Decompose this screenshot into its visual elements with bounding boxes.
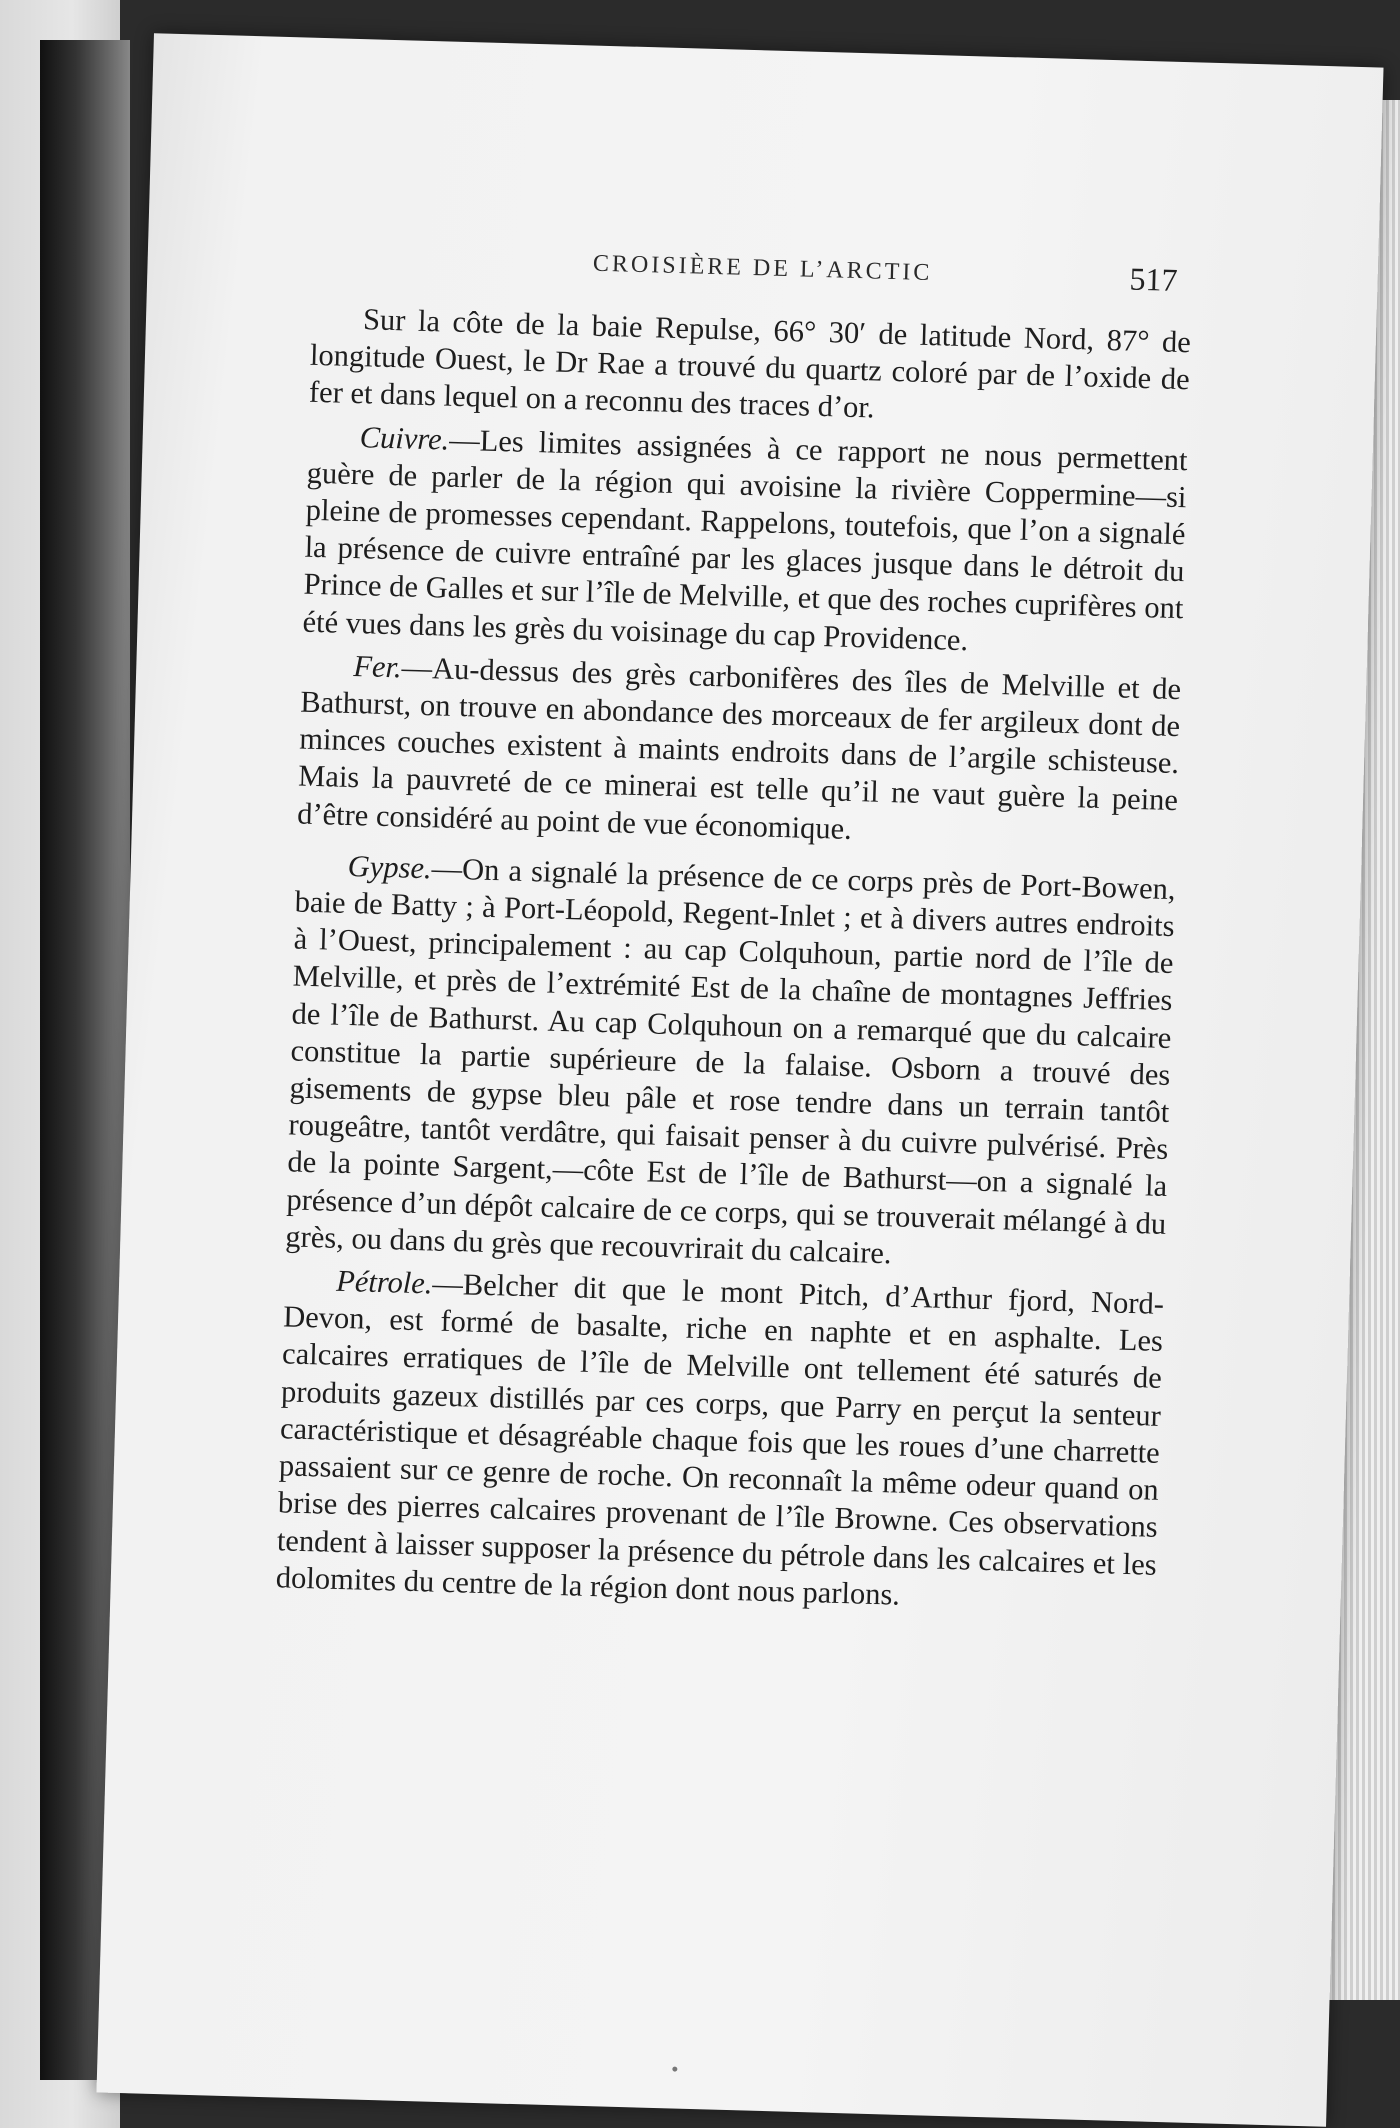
paragraph-lead: Gypse.	[347, 848, 433, 886]
ink-speck	[672, 2066, 677, 2071]
paragraph-lead: Cuivre.	[359, 419, 450, 457]
paragraph-gold	[309, 300, 1192, 436]
paragraph-lead: Pétrole.	[335, 1263, 433, 1301]
paragraph-petrole	[275, 1261, 1164, 1620]
paragraph-text: —Les limites assignées à ce rapport ne nous permettent guère de parler de la région qui avoisine la rivière Coppermine—si pleine de promesses cependant. Rappelons, toutefois, que l’on a signalé la présence de cuivre entraîné par les glaces jusque dans le détroit du Prince de Galles et sur l’île de Melville, et que des roches cuprifères ont été vues dans les grès du voisinage du cap Providence.	[302, 422, 1188, 657]
paragraph-fer	[297, 646, 1182, 857]
body-text	[275, 300, 1191, 1627]
paragraph-cuivre	[302, 417, 1188, 665]
book-page	[96, 33, 1383, 2127]
paragraph-text: —Au-dessus des grès carbonifères des îles de Melville et de Bathurst, on trouve en abondance des morceaux de fer argileux dont de minces couches existent à maints endroits dans de l’argile schisteuse. Mais la pauvreté de ce minerai est telle qu’il ne vaut guère la peine d’être considéré au point de vue économique.	[296, 650, 1182, 846]
page-number: 517	[1129, 260, 1179, 298]
paragraph-lead: Fer.	[352, 648, 403, 685]
paragraph-text: —Belcher dit que le mont Pitch, d’Arthur fjord, Nord-Devon, est formé de basalte, riche en naphte et en asphalte. Les calcaires erratiques de l’île de Melville ont tellement été saturés de produits gazeux distillés par ces corps, que Parry en perçut la senteur caractéristique et désagréable chaque fois que les roues d’une charrette passaient sur ce genre de roche. On reconnaît la même odeur quand on brise des pierres calcaires provenant de l’île Browne. Ces observations tendent à laisser supposer la présence du pétrole dans les calcaires et les dolomites du centre de la région dont nous parlons.	[275, 1266, 1165, 1612]
paragraph-text: —On a signalé la présence de ce corps près de Port-Bowen, baie de Batty ; à Port-Léopold, Regent-Inlet ; et à divers autres endroits à l’Ouest, principalement : au cap Colquhoun, partie nord de l’île de Melville, et près de l’extrémité Est de la chaîne de montagnes Jeffries de l’île de Bathurst. Au cap Colquhoun on a remarqué que du calcaire constitue la partie supérieure de la falaise. Osborn a trouvé des gisements de gypse bleu pâle et rose tendre dans un terrain tantôt rougeâtre, tantôt verdâtre, qui faisait penser à du cuivre pulvérisé. Près de la pointe Sargent,—côte Est de l’île de Bathurst—on a signalé la présence d’un dépôt calcaire de ce corps, qui se trouverait mélangé à du grès, ou dans du grès que recouvrirait du calcaire.	[284, 851, 1176, 1271]
running-head: CROISIÈRE DE L’ARCTIC	[592, 250, 933, 287]
paragraph-gypse	[285, 846, 1176, 1280]
paragraph-text: Sur la côte de la baie Repulse, 66° 30′ de latitude Nord, 87° de longitude Ouest, le Dr Rae a trouvé du quartz coloré par de l’oxide de fer et dans lequel on a reconnu des traces d’or.	[308, 302, 1192, 425]
